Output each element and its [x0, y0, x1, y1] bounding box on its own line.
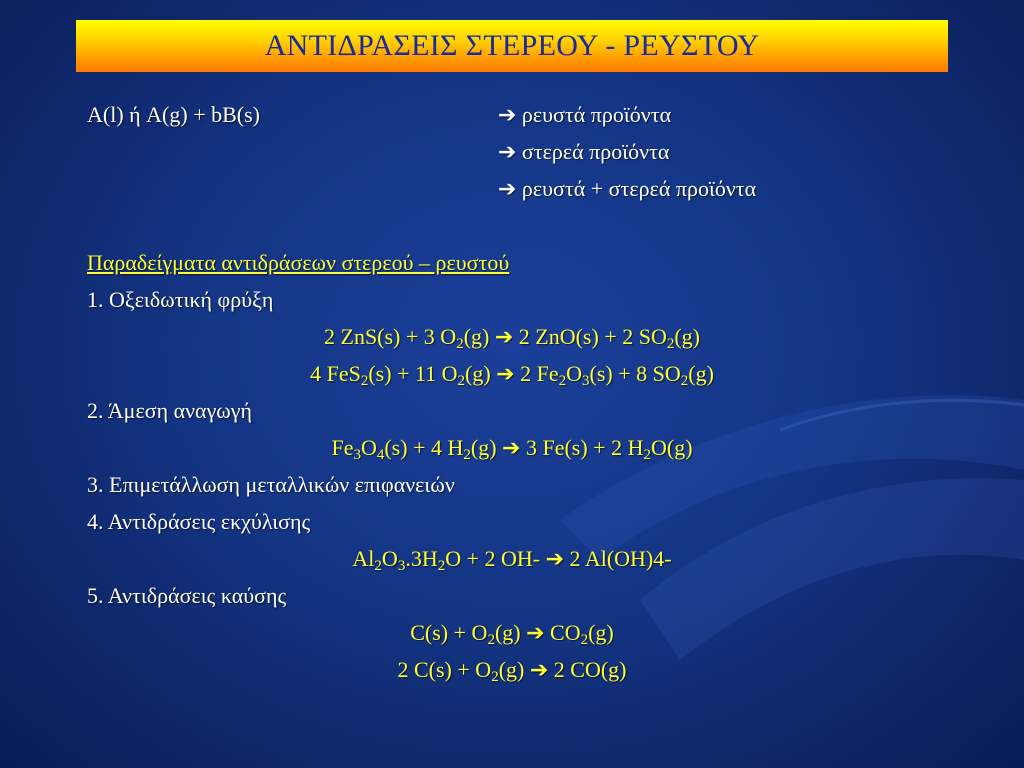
reaction-fe3o4-reduction [0, 435, 1024, 461]
formula-text: (g) [588, 620, 614, 645]
subscript: 2 [374, 558, 382, 574]
section-direct-reduction: 2. Άμεση αναγωγή [87, 398, 252, 423]
section-metal-plating: 3. Επιμετάλλωση μεταλλικών επιφανειών [87, 472, 455, 497]
subscript: 2 [558, 373, 567, 389]
formula-text: O [360, 435, 377, 460]
formula-text: (s) + 11 O [368, 361, 458, 386]
product-option-3: ➔ ρευστά + στερεά προϊόντα [498, 176, 757, 201]
formula-text: (g) ➔ 2 Fe [465, 361, 559, 386]
formula-text: (g) [688, 361, 714, 386]
formula-text: O + 2 OH- ➔ 2 Al(OH)4- [445, 546, 672, 571]
formula-text: (g) ➔ 2 CO(g) [498, 657, 627, 682]
subscript: 3 [353, 447, 361, 463]
formula-text: O(g) [650, 435, 693, 460]
formula-text: 4 FeS [310, 361, 361, 386]
formula-text: (g) [674, 324, 700, 349]
subscript: 2 [643, 447, 651, 463]
formula-text: (s) + 4 H [384, 435, 464, 460]
formula-text: .3H [405, 546, 438, 571]
formula-text: C(s) + O [410, 620, 488, 645]
subscript: 2 [437, 558, 446, 574]
subscript: 4 [376, 447, 385, 463]
general-reactant: A(l) ή A(g) + bB(s) [87, 102, 260, 127]
subscript: 3 [582, 373, 590, 389]
subscript: 2 [487, 632, 495, 648]
section-combustion: 5. Αντιδράσεις καύσης [87, 583, 287, 608]
product-option-1: ➔ ρευστά προϊόντα [498, 102, 672, 127]
subscript: 2 [580, 632, 589, 648]
section-oxidative-roasting: 1. Οξειδωτική φρύξη [87, 287, 274, 312]
subscript: 2 [360, 373, 369, 389]
formula-text: (g) ➔ CO [494, 620, 581, 645]
reaction-zns-oxidation [0, 324, 1024, 350]
subscript: 2 [463, 447, 471, 463]
formula-text: (g) ➔ 2 ZnO(s) + 2 SO [463, 324, 667, 349]
subscript: 3 [397, 558, 406, 574]
formula-text: 2 ZnS(s) + 3 O [324, 324, 457, 349]
formula-text: (s) + 8 SO [589, 361, 681, 386]
title-banner [76, 20, 948, 72]
slide-title: ΑΝΤΙΔΡΑΣΕΙΣ ΣΤΕΡΕΟΥ - ΡΕΥΣΤΟΥ [264, 29, 760, 62]
reaction-alumina-leaching [0, 546, 1024, 572]
reaction-fes2-oxidation [0, 361, 1024, 387]
formula-text: O [566, 361, 583, 386]
subscript: 2 [491, 669, 499, 685]
formula-text: O [381, 546, 398, 571]
subscript: 2 [666, 336, 675, 352]
subscript: 2 [457, 373, 466, 389]
reaction-carbon-full-combustion [0, 620, 1024, 646]
formula-text: Fe [331, 435, 354, 460]
section-leaching: 4. Αντιδράσεις εκχύλισης [87, 509, 311, 534]
formula-text: Al [352, 546, 375, 571]
product-option-2: ➔ στερεά προϊόντα [498, 139, 670, 164]
formula-text: 2 C(s) + O [397, 657, 492, 682]
subscript: 2 [680, 373, 689, 389]
subscript: 2 [456, 336, 464, 352]
formula-text: (g) ➔ 3 Fe(s) + 2 H [470, 435, 644, 460]
examples-heading: Παραδείγματα αντιδράσεων στερεού – ρευστού [87, 250, 510, 275]
reaction-carbon-partial-combustion [0, 657, 1024, 683]
